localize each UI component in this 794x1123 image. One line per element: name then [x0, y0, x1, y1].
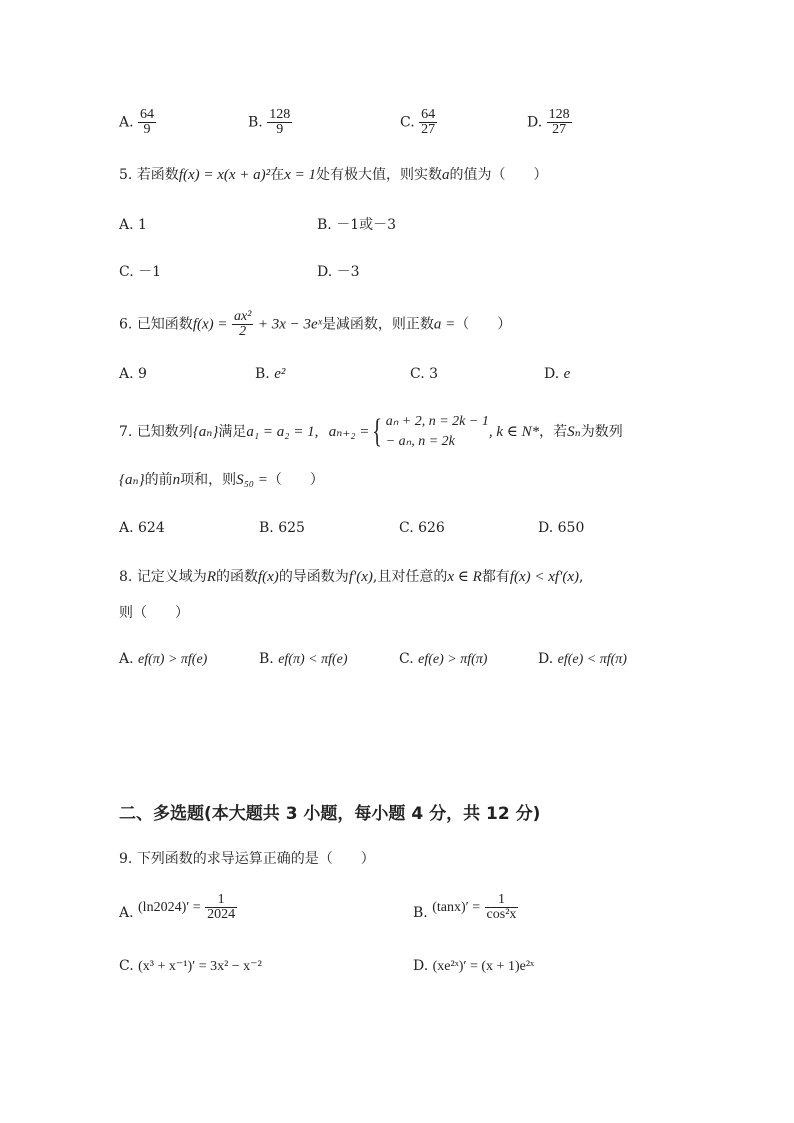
stem-text: （ ）	[267, 472, 324, 488]
q6-option-d	[544, 365, 570, 383]
q4-option-d	[527, 108, 572, 137]
fraction	[547, 108, 572, 137]
stem-text: ,	[579, 569, 584, 585]
fraction	[485, 893, 519, 922]
condition: x = 1	[284, 167, 316, 183]
numerator: 64	[140, 107, 155, 122]
option-value: ef(e) < πf(π)	[557, 652, 627, 667]
q8-option-d	[538, 650, 627, 669]
stem-text: ,且对任意的	[372, 569, 448, 585]
domain-symbol: R	[206, 569, 216, 585]
stem-text: 下列函数的求导运算正确的是（ ）	[136, 851, 375, 867]
formula-right: + 3x − 3eˣ	[257, 316, 322, 333]
q7-option-d: D. 650	[538, 520, 585, 536]
q8-stem-line2: 则（ ）	[119, 605, 189, 621]
q6-option-a: A. 9	[119, 366, 147, 382]
formula: f(x) = x(x + a)²	[178, 167, 271, 183]
fraction	[267, 108, 292, 137]
stem-text: 的函数	[215, 569, 258, 585]
case-even: − aₙ, n = 2k	[385, 434, 455, 449]
stem-text: 已知函数	[136, 316, 193, 333]
option-value: e	[563, 366, 571, 382]
q6-option-b	[255, 365, 285, 383]
denominator: 27	[421, 122, 436, 137]
stem-text: 是减函数，则正数	[321, 316, 434, 333]
q8-stem-line1	[119, 568, 583, 586]
numerator: 1	[485, 893, 519, 908]
inequality: f(x) < xf′(x)	[509, 569, 580, 585]
stem-text: ，若	[539, 424, 568, 440]
stem-text: 记定义域为	[136, 569, 207, 585]
option-label: D.	[544, 366, 560, 382]
expr-left: (ln2024)′ =	[138, 899, 201, 915]
q5-option-d: D. －3	[317, 264, 360, 280]
q5-option-a: A. 1	[119, 217, 147, 233]
fraction	[205, 893, 237, 922]
option-label: C.	[399, 651, 414, 667]
option-label: D.	[538, 651, 554, 667]
denominator: 2	[239, 324, 247, 339]
numerator: ax²	[233, 309, 252, 324]
condition: x ∈ R	[447, 569, 482, 585]
sequence: {aₙ}	[119, 472, 145, 488]
formula-left: f(x) =	[192, 316, 228, 333]
numerator: 1	[205, 893, 237, 908]
stem-text: 的值为（ ）	[449, 167, 548, 183]
section-heading: 二、多选题(本大题共 3 小题，每小题 4 分，共 12 分)	[119, 804, 541, 824]
stem-text: 满足	[218, 424, 247, 440]
brace: {	[372, 413, 383, 450]
option-label: D.	[527, 114, 543, 131]
q6-stem	[119, 310, 511, 339]
q4-option-b	[248, 108, 292, 137]
question-number: 9.	[119, 851, 133, 867]
q7-option-a: A. 624	[119, 520, 165, 536]
option-label: B.	[248, 114, 263, 131]
sum-symbol: Sₙ	[567, 424, 581, 440]
derivative: f′(x)	[348, 569, 373, 585]
option-label: A.	[119, 651, 134, 667]
question-number: 5.	[119, 167, 133, 183]
q8-option-c	[399, 650, 487, 669]
q7-option-c: C. 626	[399, 520, 445, 536]
q9-option-d	[413, 957, 534, 976]
q9-option-a	[119, 893, 237, 922]
q7-option-b: B. 625	[259, 520, 305, 536]
option-value: ef(π) > πf(e)	[138, 652, 208, 667]
initial-values: a₁ = a₂ = 1,	[246, 424, 319, 440]
denominator: 2024	[207, 907, 236, 922]
question-number: 7.	[119, 424, 133, 440]
k-condition: , k ∈ N*	[488, 424, 540, 440]
q9-option-c	[119, 957, 262, 976]
function: f(x)	[257, 569, 279, 585]
q4-option-a	[119, 108, 156, 137]
q7-stem-line2	[119, 471, 324, 489]
q8-option-b	[259, 650, 348, 669]
variable: a	[441, 167, 450, 183]
fraction	[138, 108, 156, 137]
stem-text: 的导函数为	[278, 569, 349, 585]
stem-text: （ ）	[455, 316, 512, 333]
stem-text: 的前	[144, 472, 173, 488]
q5-option-c: C. －1	[119, 264, 162, 280]
q8-option-a	[119, 650, 207, 669]
option-label: C.	[119, 958, 134, 974]
numerator: 128	[548, 107, 570, 122]
option-value: (xe²ˣ)′ = (x + 1)e²ˣ	[432, 959, 535, 974]
q9-option-b	[413, 893, 518, 922]
option-label: A.	[119, 114, 134, 131]
numerator: 64	[421, 107, 436, 122]
option-label: A.	[119, 905, 134, 921]
option-label: B.	[259, 651, 274, 667]
option-value: ef(e) > πf(π)	[418, 652, 488, 667]
stem-text: 项和，则	[180, 472, 237, 488]
q4-option-c	[400, 108, 437, 137]
recurrence-cases	[386, 412, 489, 452]
sum-50: S₅₀ =	[236, 472, 268, 488]
question-number: 8.	[119, 569, 133, 585]
stem-text: 已知数列	[136, 424, 193, 440]
sequence: {aₙ}	[192, 424, 219, 440]
question-number: 6.	[119, 316, 133, 333]
option-label: B.	[255, 366, 270, 382]
stem-text: 在	[270, 167, 285, 183]
option-label: B.	[413, 905, 428, 921]
q7-stem-line1	[119, 412, 623, 452]
q5-stem	[119, 166, 547, 184]
option-value: e²	[274, 366, 286, 382]
option-label: C.	[400, 114, 415, 131]
expr-left: (tanx)′ =	[432, 899, 481, 915]
q6-option-c: C. 3	[410, 366, 439, 382]
option-value: (x³ + x⁻¹)′ = 3x² − x⁻²	[138, 959, 262, 974]
case-odd: aₙ + 2, n = 2k − 1	[385, 414, 489, 429]
q9-stem	[119, 850, 375, 868]
stem-text: 若函数	[136, 167, 179, 183]
stem-text: 都有	[481, 569, 510, 585]
recurrence-left: aₙ₊₂ =	[328, 424, 370, 440]
denominator: 9	[276, 122, 284, 137]
denominator: 9	[143, 122, 151, 137]
fraction	[232, 310, 253, 339]
stem-text: 为数列	[580, 424, 623, 440]
option-value: ef(π) < πf(e)	[278, 652, 348, 667]
denominator: cos²x	[486, 907, 517, 922]
stem-text: 处有极大值，则实数	[315, 167, 442, 183]
denominator: 27	[552, 122, 567, 137]
variable: a =	[433, 316, 456, 333]
numerator: 128	[269, 107, 291, 122]
option-label: D.	[413, 958, 429, 974]
fraction	[419, 108, 437, 137]
variable: n	[172, 472, 181, 488]
q5-option-b: B. －1或－3	[317, 217, 397, 233]
